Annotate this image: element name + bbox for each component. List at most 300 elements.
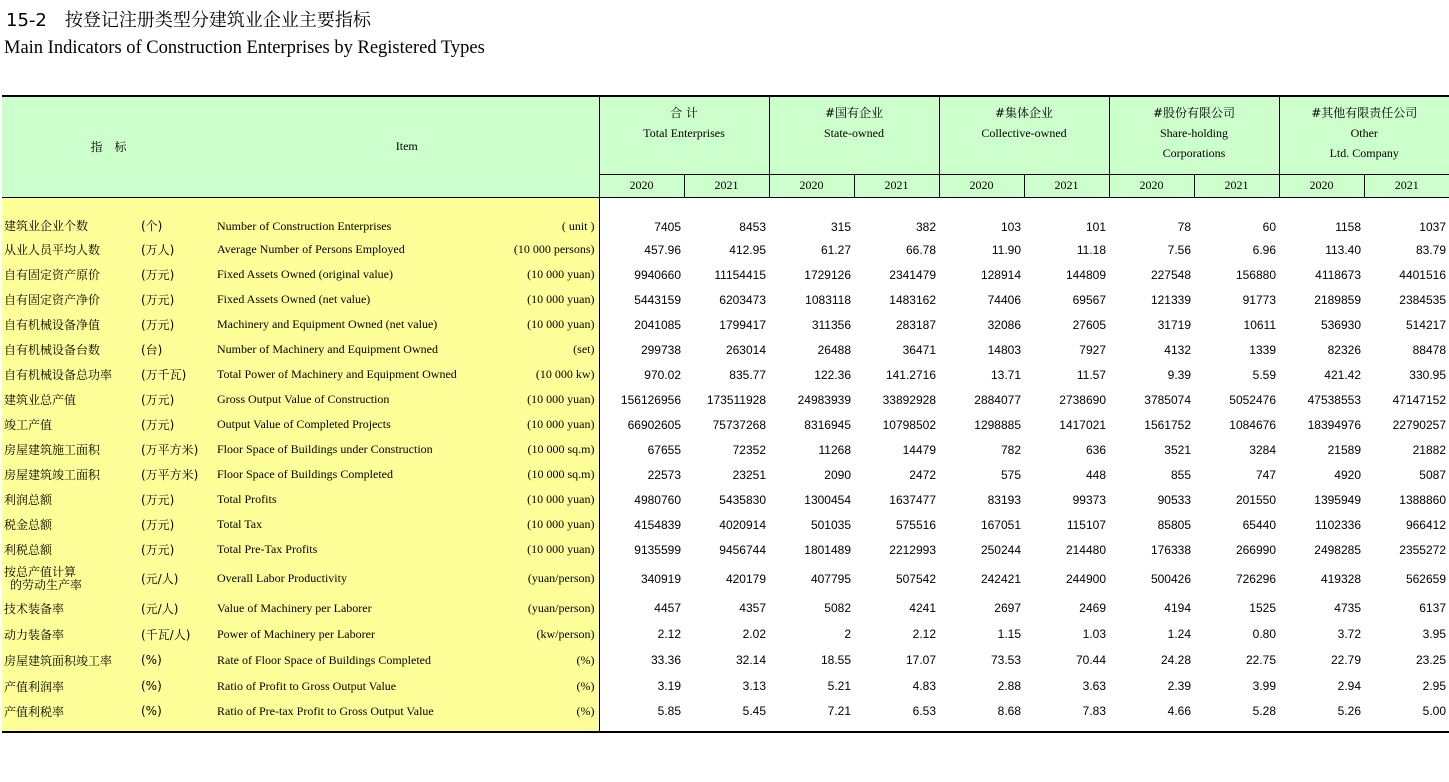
indicator-name-cn: 动力装备率	[2, 621, 139, 647]
value-cell: 24.28	[1109, 647, 1194, 673]
item-name-en: Floor Space of Buildings under Construction	[215, 437, 500, 462]
table-row	[2, 562, 1449, 595]
value-cell: 242421	[939, 562, 1024, 595]
value-cell: 4132	[1109, 337, 1194, 362]
value-cell: 201550	[1194, 487, 1279, 512]
value-cell: 7.56	[1109, 237, 1194, 262]
value-cell: 83193	[939, 487, 1024, 512]
value-cell: 4.66	[1109, 699, 1194, 732]
value-cell: 115107	[1024, 512, 1109, 537]
value-cell: 2884077	[939, 387, 1024, 412]
value-cell: 101	[1024, 197, 1109, 237]
value-cell: 75737268	[684, 412, 769, 437]
value-cell: 1102336	[1279, 512, 1364, 537]
value-cell: 1637477	[854, 487, 939, 512]
value-cell: 7.83	[1024, 699, 1109, 732]
header-year: 2020	[769, 174, 854, 197]
unit-en: (10 000 yuan)	[500, 537, 599, 562]
table-row	[2, 537, 1449, 562]
unit-en: (set)	[500, 337, 599, 362]
value-cell: 10611	[1194, 312, 1279, 337]
value-cell: 82326	[1279, 337, 1364, 362]
table-row	[2, 647, 1449, 673]
table-row	[2, 512, 1449, 537]
indicator-name-cn: 竣工产值	[2, 412, 139, 437]
value-cell: 32.14	[684, 647, 769, 673]
value-cell: 4401516	[1364, 262, 1449, 287]
value-cell: 60	[1194, 197, 1279, 237]
header-year: 2021	[684, 174, 769, 197]
value-cell: 2384535	[1364, 287, 1449, 312]
value-cell: 3785074	[1109, 387, 1194, 412]
item-name-en: Total Pre-Tax Profits	[215, 537, 500, 562]
value-cell: 23251	[684, 462, 769, 487]
item-name-en: Output Value of Completed Projects	[215, 412, 500, 437]
value-cell: 3.99	[1194, 673, 1279, 699]
value-cell: 33892928	[854, 387, 939, 412]
unit-en: (10 000 persons)	[500, 237, 599, 262]
value-cell: 21882	[1364, 437, 1449, 462]
value-cell: 6.53	[854, 699, 939, 732]
item-name-en: Power of Machinery per Laborer	[215, 621, 500, 647]
value-cell: 5.85	[599, 699, 684, 732]
value-cell: 5052476	[1194, 387, 1279, 412]
value-cell: 3521	[1109, 437, 1194, 462]
value-cell: 514217	[1364, 312, 1449, 337]
value-cell: 11.18	[1024, 237, 1109, 262]
value-cell: 11154415	[684, 262, 769, 287]
value-cell: 1525	[1194, 595, 1279, 621]
value-cell: 36471	[854, 337, 939, 362]
value-cell: 330.95	[1364, 362, 1449, 387]
value-cell: 636	[1024, 437, 1109, 462]
value-cell: 27605	[1024, 312, 1109, 337]
value-cell: 250244	[939, 537, 1024, 562]
value-cell: 6137	[1364, 595, 1449, 621]
value-cell: 22.79	[1279, 647, 1364, 673]
value-cell: 1084676	[1194, 412, 1279, 437]
value-cell: 501035	[769, 512, 854, 537]
unit-cn: (%)	[139, 647, 215, 673]
value-cell: 13.71	[939, 362, 1024, 387]
value-cell: 382	[854, 197, 939, 237]
table-row	[2, 437, 1449, 462]
value-cell: 1395949	[1279, 487, 1364, 512]
value-cell: 507542	[854, 562, 939, 595]
unit-en: (10 000 yuan)	[500, 387, 599, 412]
value-cell: 4357	[684, 595, 769, 621]
unit-cn: (千瓦/人)	[139, 621, 215, 647]
indicator-name-cn: 房屋建筑面积竣工率	[2, 647, 139, 673]
table-row	[2, 621, 1449, 647]
value-cell: 421.42	[1279, 362, 1364, 387]
item-name-en: Rate of Floor Space of Buildings Completed	[215, 647, 500, 673]
indicator-name-cn: 利税总额	[2, 537, 139, 562]
value-cell: 122.36	[769, 362, 854, 387]
value-cell: 970.02	[599, 362, 684, 387]
value-cell: 1.24	[1109, 621, 1194, 647]
value-cell: 11.57	[1024, 362, 1109, 387]
value-cell: 91773	[1194, 287, 1279, 312]
item-name-en: Average Number of Persons Employed	[215, 237, 500, 262]
value-cell: 14803	[939, 337, 1024, 362]
value-cell: 1037	[1364, 197, 1449, 237]
value-cell: 78	[1109, 197, 1194, 237]
item-name-en: Overall Labor Productivity	[215, 562, 500, 595]
value-cell: 1300454	[769, 487, 854, 512]
value-cell: 66.78	[854, 237, 939, 262]
value-cell: 9.39	[1109, 362, 1194, 387]
value-cell: 1339	[1194, 337, 1279, 362]
value-cell: 103	[939, 197, 1024, 237]
value-cell: 2212993	[854, 537, 939, 562]
value-cell: 2	[769, 621, 854, 647]
unit-cn: (万人)	[139, 237, 215, 262]
item-name-en: Fixed Assets Owned (original value)	[215, 262, 500, 287]
table-row	[2, 362, 1449, 387]
value-cell: 2.12	[599, 621, 684, 647]
value-cell: 22790257	[1364, 412, 1449, 437]
value-cell: 11.90	[939, 237, 1024, 262]
value-cell: 227548	[1109, 262, 1194, 287]
value-cell: 9940660	[599, 262, 684, 287]
unit-cn: (台)	[139, 337, 215, 362]
value-cell: 18394976	[1279, 412, 1364, 437]
value-cell: 24983939	[769, 387, 854, 412]
value-cell: 5.21	[769, 673, 854, 699]
indicator-name-cn: 自有机械设备台数	[2, 337, 139, 362]
value-cell: 156880	[1194, 262, 1279, 287]
value-cell: 299738	[599, 337, 684, 362]
unit-en: (10 000 yuan)	[500, 262, 599, 287]
value-cell: 88478	[1364, 337, 1449, 362]
value-cell: 4194	[1109, 595, 1194, 621]
value-cell: 5.28	[1194, 699, 1279, 732]
value-cell: 5.00	[1364, 699, 1449, 732]
unit-en: (yuan/person)	[500, 595, 599, 621]
header-group-state-owned: #国有企业 State-owned	[769, 96, 939, 174]
value-cell: 3.95	[1364, 621, 1449, 647]
header-year: 2021	[854, 174, 939, 197]
item-name-en: Fixed Assets Owned (net value)	[215, 287, 500, 312]
value-cell: 782	[939, 437, 1024, 462]
value-cell: 1729126	[769, 262, 854, 287]
header-group-other-ltd: #其他有限责任公司 Other Ltd. Company	[1279, 96, 1449, 174]
value-cell: 47538553	[1279, 387, 1364, 412]
unit-cn: (万元)	[139, 262, 215, 287]
value-cell: 2.12	[854, 621, 939, 647]
unit-cn: (万元)	[139, 487, 215, 512]
value-cell: 835.77	[684, 362, 769, 387]
value-cell: 47147152	[1364, 387, 1449, 412]
value-cell: 412.95	[684, 237, 769, 262]
value-cell: 1.15	[939, 621, 1024, 647]
indicator-name-cn	[2, 562, 139, 595]
value-cell: 3.13	[684, 673, 769, 699]
value-cell: 3.72	[1279, 621, 1364, 647]
header-year: 2021	[1024, 174, 1109, 197]
indicator-name-cn: 自有机械设备总功率	[2, 362, 139, 387]
unit-cn: (%)	[139, 699, 215, 732]
value-cell: 263014	[684, 337, 769, 362]
value-cell: 67655	[599, 437, 684, 462]
value-cell: 99373	[1024, 487, 1109, 512]
table-row	[2, 699, 1449, 732]
value-cell: 2189859	[1279, 287, 1364, 312]
value-cell: 4118673	[1279, 262, 1364, 287]
value-cell: 85805	[1109, 512, 1194, 537]
value-cell: 83.79	[1364, 237, 1449, 262]
unit-en: (10 000 yuan)	[500, 512, 599, 537]
value-cell: 2.88	[939, 673, 1024, 699]
value-cell: 420179	[684, 562, 769, 595]
value-cell: 66902605	[599, 412, 684, 437]
value-cell: 33.36	[599, 647, 684, 673]
header-group-share-holding: #股份有限公司 Share-holding Corporations	[1109, 96, 1279, 174]
header-year: 2020	[939, 174, 1024, 197]
unit-cn: (万千瓦)	[139, 362, 215, 387]
item-name-en: Number of Machinery and Equipment Owned	[215, 337, 500, 362]
value-cell: 1801489	[769, 537, 854, 562]
unit-cn: (万元)	[139, 512, 215, 537]
value-cell: 70.44	[1024, 647, 1109, 673]
value-cell: 5082	[769, 595, 854, 621]
value-cell: 5443159	[599, 287, 684, 312]
value-cell: 7.21	[769, 699, 854, 732]
value-cell: 575516	[854, 512, 939, 537]
table-row	[2, 673, 1449, 699]
unit-cn: (万元)	[139, 312, 215, 337]
header-indicator: 指 标	[2, 96, 215, 197]
value-cell: 4980760	[599, 487, 684, 512]
value-cell: 9456744	[684, 537, 769, 562]
table-row	[2, 337, 1449, 362]
value-cell: 311356	[769, 312, 854, 337]
indicator-name-cn: 自有固定资产原价	[2, 262, 139, 287]
value-cell: 536930	[1279, 312, 1364, 337]
item-name-en: Value of Machinery per Laborer	[215, 595, 500, 621]
unit-cn: (万平方米)	[139, 437, 215, 462]
value-cell: 4241	[854, 595, 939, 621]
table-row	[2, 237, 1449, 262]
header-item: Item	[215, 96, 599, 197]
value-cell: 283187	[854, 312, 939, 337]
value-cell: 31719	[1109, 312, 1194, 337]
indicator-name-cn: 自有机械设备净值	[2, 312, 139, 337]
value-cell: 22.75	[1194, 647, 1279, 673]
value-cell: 448	[1024, 462, 1109, 487]
unit-en: (%)	[500, 673, 599, 699]
value-cell: 419328	[1279, 562, 1364, 595]
table-row	[2, 262, 1449, 287]
unit-cn: (元/人)	[139, 595, 215, 621]
value-cell: 855	[1109, 462, 1194, 487]
header-year: 2021	[1194, 174, 1279, 197]
value-cell: 1561752	[1109, 412, 1194, 437]
value-cell: 5435830	[684, 487, 769, 512]
indicator-name-cn: 产值利润率	[2, 673, 139, 699]
item-name-en: Floor Space of Buildings Completed	[215, 462, 500, 487]
value-cell: 176338	[1109, 537, 1194, 562]
table-row	[2, 387, 1449, 412]
indicator-name-cn: 房屋建筑竣工面积	[2, 462, 139, 487]
indicator-name-cn: 技术装备率	[2, 595, 139, 621]
value-cell: 5.26	[1279, 699, 1364, 732]
value-cell: 5087	[1364, 462, 1449, 487]
value-cell: 1417021	[1024, 412, 1109, 437]
value-cell: 6.96	[1194, 237, 1279, 262]
table-row	[2, 287, 1449, 312]
value-cell: 72352	[684, 437, 769, 462]
value-cell: 1158	[1279, 197, 1364, 237]
table-row	[2, 312, 1449, 337]
value-cell: 3.19	[599, 673, 684, 699]
value-cell: 1298885	[939, 412, 1024, 437]
unit-en: (kw/person)	[500, 621, 599, 647]
value-cell: 8.68	[939, 699, 1024, 732]
item-name-en: Gross Output Value of Construction	[215, 387, 500, 412]
value-cell: 726296	[1194, 562, 1279, 595]
value-cell: 4020914	[684, 512, 769, 537]
value-cell: 1483162	[854, 287, 939, 312]
value-cell: 2355272	[1364, 537, 1449, 562]
value-cell: 22573	[599, 462, 684, 487]
table-row	[2, 412, 1449, 437]
indicator-name-cn: 税金总额	[2, 512, 139, 537]
value-cell: 14479	[854, 437, 939, 462]
indicator-name-cn: 建筑业总产值	[2, 387, 139, 412]
header-year: 2020	[1109, 174, 1194, 197]
value-cell: 8453	[684, 197, 769, 237]
value-cell: 144809	[1024, 262, 1109, 287]
unit-cn: (万元)	[139, 412, 215, 437]
unit-en: (10 000 yuan)	[500, 287, 599, 312]
item-name-en: Machinery and Equipment Owned (net value)	[215, 312, 500, 337]
indicator-name-cn: 房屋建筑施工面积	[2, 437, 139, 462]
value-cell: 2090	[769, 462, 854, 487]
item-name-en: Ratio of Profit to Gross Output Value	[215, 673, 500, 699]
value-cell: 2472	[854, 462, 939, 487]
unit-en: (10 000 sq.m)	[500, 462, 599, 487]
value-cell: 2.39	[1109, 673, 1194, 699]
table-row	[2, 487, 1449, 512]
page-title-cn: 15-2 按登记注册类型分建筑业企业主要指标	[6, 10, 371, 31]
unit-cn: (个)	[139, 197, 215, 237]
value-cell: 9135599	[599, 537, 684, 562]
table-row	[2, 462, 1449, 487]
header-group-collective-owned: #集体企业 Collective-owned	[939, 96, 1109, 174]
value-cell: 2697	[939, 595, 1024, 621]
value-cell: 74406	[939, 287, 1024, 312]
unit-en: (%)	[500, 699, 599, 732]
value-cell: 21589	[1279, 437, 1364, 462]
value-cell: 128914	[939, 262, 1024, 287]
value-cell: 121339	[1109, 287, 1194, 312]
value-cell: 7405	[599, 197, 684, 237]
value-cell: 26488	[769, 337, 854, 362]
value-cell: 244900	[1024, 562, 1109, 595]
unit-en: (10 000 yuan)	[500, 487, 599, 512]
unit-en: (10 000 yuan)	[500, 412, 599, 437]
value-cell: 156126956	[599, 387, 684, 412]
unit-en: (10 000 sq.m)	[500, 437, 599, 462]
value-cell: 2.95	[1364, 673, 1449, 699]
value-cell: 4735	[1279, 595, 1364, 621]
value-cell: 2738690	[1024, 387, 1109, 412]
item-name-en: Total Power of Machinery and Equipment Owned	[215, 362, 500, 387]
unit-en: (10 000 yuan)	[500, 312, 599, 337]
item-name-en: Ratio of Pre-tax Profit to Gross Output Value	[215, 699, 500, 732]
value-cell: 2.94	[1279, 673, 1364, 699]
value-cell: 500426	[1109, 562, 1194, 595]
indicator-name-cn-line1: 按总产值计算	[4, 564, 77, 579]
table-row	[2, 595, 1449, 621]
value-cell: 7927	[1024, 337, 1109, 362]
indicator-name-cn: 从业人员平均人数	[2, 237, 139, 262]
item-name-en: Total Tax	[215, 512, 500, 537]
value-cell: 966412	[1364, 512, 1449, 537]
value-cell: 4.83	[854, 673, 939, 699]
value-cell: 4457	[599, 595, 684, 621]
unit-cn: (%)	[139, 673, 215, 699]
value-cell: 2.02	[684, 621, 769, 647]
unit-cn: (万元)	[139, 387, 215, 412]
unit-en: (yuan/person)	[500, 562, 599, 595]
value-cell: 90533	[1109, 487, 1194, 512]
value-cell: 214480	[1024, 537, 1109, 562]
value-cell: 747	[1194, 462, 1279, 487]
value-cell: 23.25	[1364, 647, 1449, 673]
value-cell: 4154839	[599, 512, 684, 537]
value-cell: 5.45	[684, 699, 769, 732]
value-cell: 575	[939, 462, 1024, 487]
value-cell: 61.27	[769, 237, 854, 262]
value-cell: 266990	[1194, 537, 1279, 562]
indicator-table	[2, 95, 1449, 733]
value-cell: 1083118	[769, 287, 854, 312]
value-cell: 6203473	[684, 287, 769, 312]
indicator-name-cn-line2: 的劳动生产率	[10, 577, 83, 592]
value-cell: 1799417	[684, 312, 769, 337]
value-cell: 562659	[1364, 562, 1449, 595]
page-title-en: Main Indicators of Construction Enterprises by Registered Types	[4, 38, 485, 58]
value-cell: 315	[769, 197, 854, 237]
value-cell: 1388860	[1364, 487, 1449, 512]
value-cell: 69567	[1024, 287, 1109, 312]
unit-en: ( unit )	[500, 197, 599, 237]
unit-en: (%)	[500, 647, 599, 673]
value-cell: 1.03	[1024, 621, 1109, 647]
indicator-name-cn: 自有固定资产净价	[2, 287, 139, 312]
value-cell: 173511928	[684, 387, 769, 412]
value-cell: 17.07	[854, 647, 939, 673]
value-cell: 407795	[769, 562, 854, 595]
indicator-name-cn: 产值利税率	[2, 699, 139, 732]
header-year: 2020	[599, 174, 684, 197]
value-cell: 11268	[769, 437, 854, 462]
indicator-name-cn: 建筑业企业个数	[2, 197, 139, 237]
value-cell: 3284	[1194, 437, 1279, 462]
value-cell: 18.55	[769, 647, 854, 673]
value-cell: 2469	[1024, 595, 1109, 621]
header-group-total: 合 计 Total Enterprises	[599, 96, 769, 174]
value-cell: 5.59	[1194, 362, 1279, 387]
value-cell: 65440	[1194, 512, 1279, 537]
item-name-en: Number of Construction Enterprises	[215, 197, 500, 237]
value-cell: 141.2716	[854, 362, 939, 387]
value-cell: 167051	[939, 512, 1024, 537]
value-cell: 32086	[939, 312, 1024, 337]
